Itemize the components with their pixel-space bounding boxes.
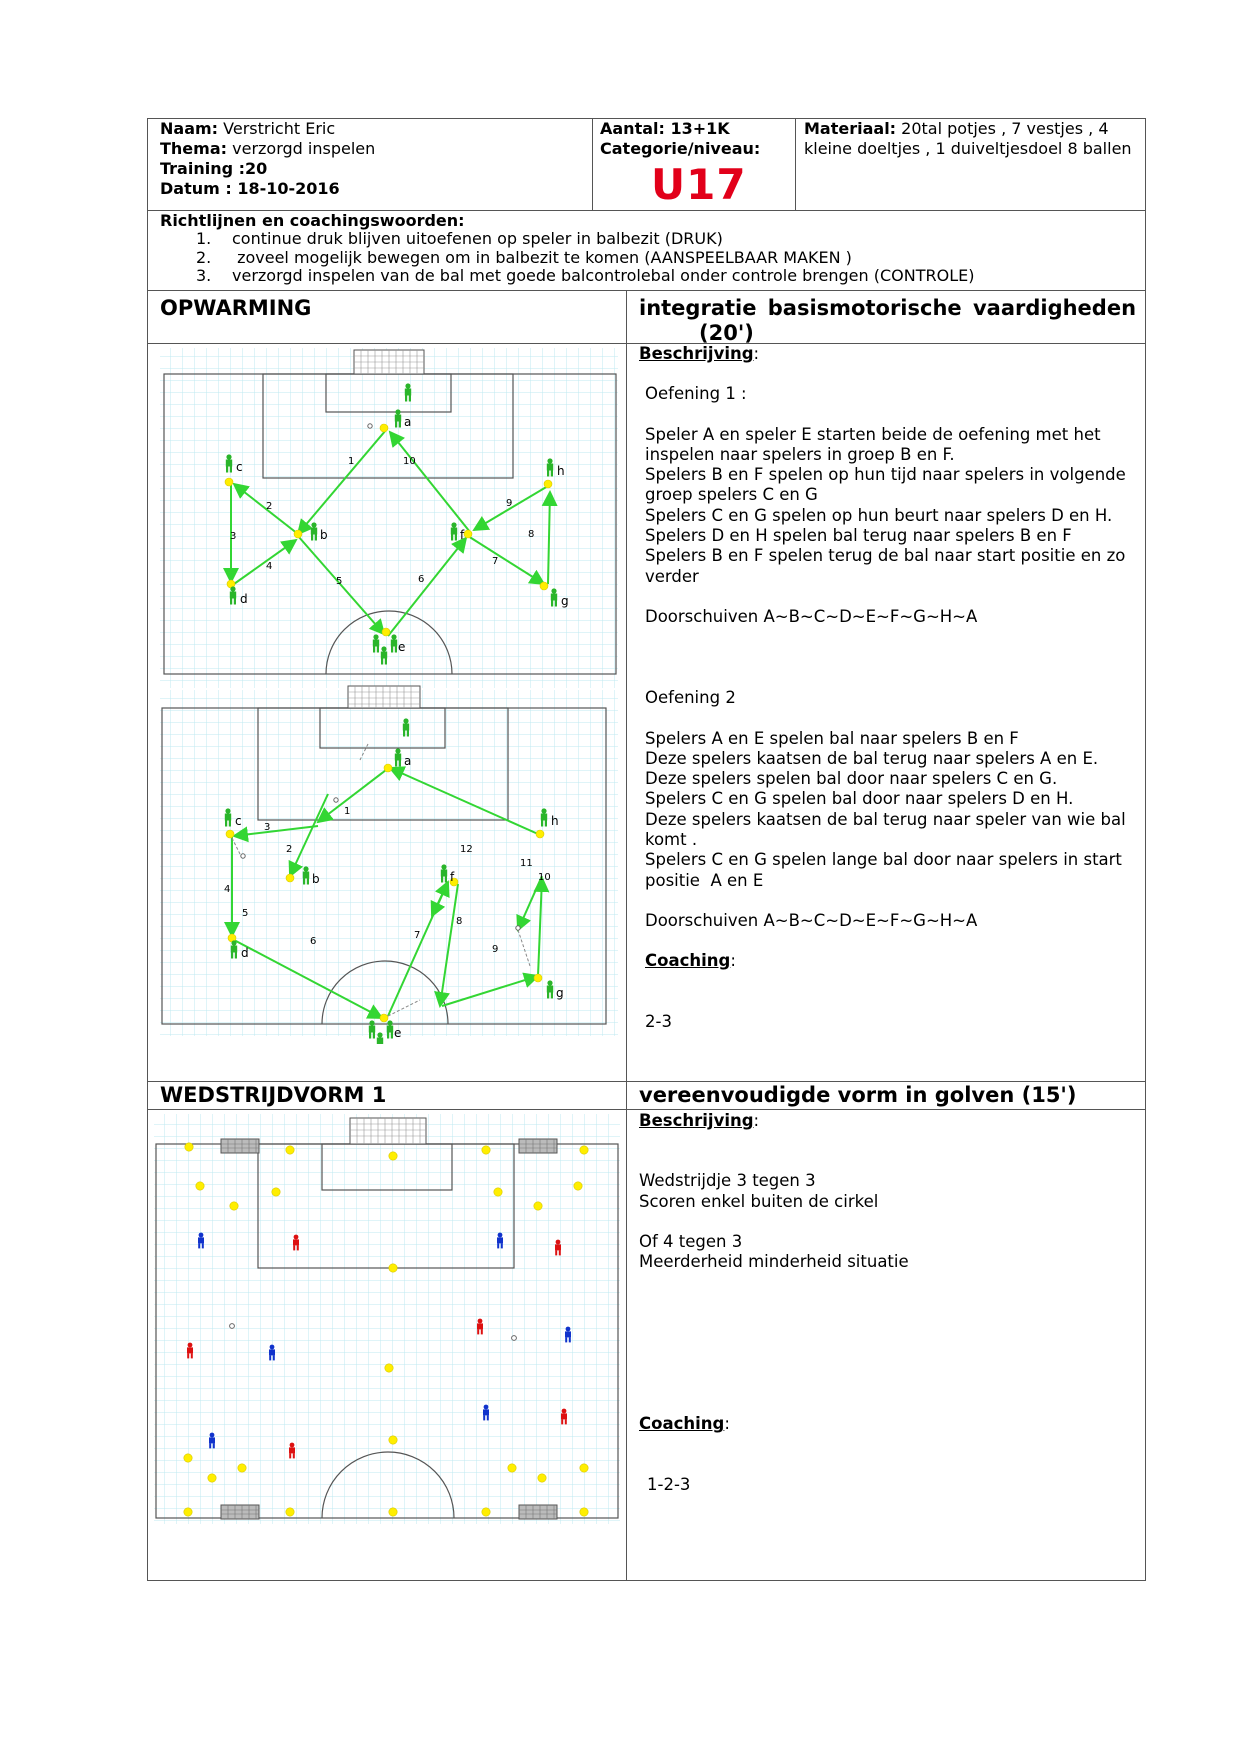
- guideline-item: [160, 249, 1140, 268]
- guidelines-bottom-rule: [147, 290, 1146, 291]
- header-divider-1: [592, 118, 593, 210]
- match-column-divider: [626, 1081, 627, 1581]
- svg-text:7: 7: [492, 556, 499, 567]
- svg-text:a: a: [404, 754, 412, 768]
- match-coaching-label: Coaching: [639, 1414, 725, 1434]
- exercise-2-line: Spelers A en E spelen bal naar spelers B en F: [645, 728, 1019, 748]
- svg-text:6: 6: [310, 936, 317, 947]
- warmup-column-divider: [626, 290, 627, 1081]
- svg-text:h: h: [551, 814, 559, 828]
- match-diagram: [152, 1112, 622, 1530]
- guideline-item: [160, 267, 1140, 286]
- guideline-item: [160, 230, 1140, 249]
- svg-text:2: 2: [266, 501, 273, 512]
- guideline-text: zoveel mogelijk bewegen om in balbezit te komen (AANSPEELBAAR MAKEN ): [232, 247, 852, 267]
- header-middle: [600, 119, 790, 159]
- warmup-subtitle-line1: integratie basismotorische vaardigheden: [639, 296, 1137, 320]
- svg-text:1: 1: [348, 456, 355, 467]
- exercise-1-line: groep spelers C en G: [645, 485, 818, 505]
- match-line: Of 4 tegen 3: [639, 1231, 743, 1251]
- match-subtitle: vereenvoudigde vorm in golven (15'): [639, 1083, 1077, 1107]
- training-number: Training :20: [160, 159, 268, 178]
- header-left: [160, 119, 585, 199]
- svg-text:e: e: [398, 640, 406, 654]
- svg-text:5: 5: [242, 908, 249, 919]
- svg-text:a: a: [404, 415, 412, 429]
- match-title: WEDSTRIJDVORM 1: [160, 1083, 387, 1107]
- svg-text:b: b: [320, 528, 328, 542]
- svg-text:2: 2: [286, 844, 293, 855]
- svg-text:c: c: [235, 814, 242, 828]
- guideline-text: continue druk blijven uitoefenen op speler in balbezit (DRUK): [232, 229, 723, 248]
- svg-text:4: 4: [224, 884, 231, 895]
- warmup-diagrams: [158, 344, 622, 1044]
- exercise-1-diagram: [160, 348, 618, 688]
- svg-text:d: d: [240, 592, 248, 606]
- match-line: Meerderheid minderheid situatie: [639, 1252, 909, 1272]
- exercise-2-line: Deze spelers kaatsen de bal terug naar speler van wie bal: [645, 809, 1126, 829]
- guidelines-list: [160, 230, 1140, 286]
- exercise-2-rotation: Doorschuiven A~B~C~D~E~F~G~H~A: [645, 910, 978, 930]
- svg-text:5: 5: [336, 576, 343, 587]
- svg-text:f: f: [460, 528, 465, 542]
- exercise-2-line: Spelers C en G spelen bal door naar spelers D en H.: [645, 789, 1074, 809]
- header-divider-2: [795, 118, 796, 210]
- svg-text:7: 7: [414, 930, 421, 941]
- exercise-2-title: Oefening 2: [645, 688, 736, 708]
- exercise-1-line: Spelers C en G spelen op hun beurt naar spelers D en H.: [645, 505, 1113, 525]
- svg-text:8: 8: [456, 916, 463, 927]
- exercise-1-line: Spelers B en F spelen terug de bal naar start positie en zo: [645, 546, 1126, 566]
- material-label: Materiaal:: [804, 119, 897, 138]
- warmup-description: Beschrijving: Oefening 1 : Speler A en speler E starten beide de oefening met het inspelen naar spelers in groep B en F. Spelers B en F spelen op hun tijd naar spelers in volgende groep spelers C en G Spelers C en G spelen op hun beurt naar spelers D en H. Spelers D en H spelen bal terug naar spelers B en F Spelers B en F spelen terug de bal naar start positie en zo verder Doorschuiven A~B~C~D~E~F~G~H~A Oefening 2 Spelers A en E spelen bal naar spelers B en F Deze spelers kaatsen de bal terug naar spelers A en E. Deze spelers spelen bal door naar spelers C en G. Spelers C en G spelen bal door naar spelers D en H. Deze spelers kaatsen de bal terug naar speler van wie bal komt . Spelers C en G spelen lange bal door naar spelers in start positie A en E Doorschuiven A~B~C~D~E~F~G~H~A Coaching: 2-3: [639, 344, 1139, 1032]
- svg-text:3: 3: [264, 822, 271, 833]
- guideline-text: verzorgd inspelen van de bal met goede balcontrolebal onder controle brengen (CONTROLE): [232, 266, 975, 285]
- svg-text:11: 11: [520, 858, 533, 869]
- guideline-number: 3.: [196, 266, 212, 285]
- exercise-1-line: Speler A en speler E starten beide de oefening met het: [645, 424, 1101, 444]
- svg-text:h: h: [557, 464, 565, 478]
- warmup-subtitle: [639, 296, 1139, 346]
- match-top-rule: [147, 1081, 1146, 1082]
- svg-text:12: 12: [460, 844, 473, 855]
- warmup-subtitle-line2: (20'): [699, 321, 754, 345]
- warmup-title: OPWARMING: [160, 296, 312, 320]
- player-count: Aantal: 13+1K: [600, 119, 730, 138]
- svg-text:1: 1: [344, 806, 351, 817]
- svg-text:10: 10: [538, 872, 551, 883]
- svg-text:f: f: [450, 870, 455, 884]
- exercise-2-diagram: [160, 686, 618, 1044]
- name-row: [160, 119, 585, 139]
- exercise-1-line: Spelers D en H spelen bal terug naar spelers B en F: [645, 526, 1072, 546]
- match-line: Wedstrijdje 3 tegen 3: [639, 1171, 816, 1191]
- exercise-2-line: komt .: [645, 830, 698, 850]
- exercise-1-line: verder: [645, 566, 699, 586]
- coaching-value: 2-3: [645, 1011, 672, 1031]
- material-value: 20tal potjes , 7 vestjes , 4 kleine doeltjes , 1 duiveltjesdoel 8 ballen: [804, 119, 1132, 158]
- match-coaching-value: 1-2-3: [647, 1474, 691, 1494]
- svg-text:g: g: [561, 594, 569, 608]
- exercise-1-rotation: Doorschuiven A~B~C~D~E~F~G~H~A: [645, 606, 978, 626]
- svg-text:9: 9: [492, 944, 499, 955]
- exercise-2-line: positie A en E: [645, 870, 764, 890]
- guideline-number: 2.: [196, 247, 212, 267]
- match-description: Beschrijving: Wedstrijdje 3 tegen 3 Scoren enkel buiten de cirkel Of 4 tegen 3 Meerderheid minderheid situatie Coaching: 1-2-3: [639, 1111, 1139, 1495]
- name-label: Naam:: [160, 119, 219, 138]
- name-value: Verstricht Eric: [223, 119, 336, 138]
- guidelines-title: Richtlijnen en coachingswoorden:: [160, 211, 465, 230]
- match-line: [639, 1212, 1139, 1232]
- svg-text:4: 4: [266, 561, 273, 572]
- guidelines-section: [160, 211, 1140, 286]
- description-label: Beschrijving: [639, 344, 754, 363]
- svg-text:8: 8: [528, 529, 535, 540]
- guideline-number: 1.: [196, 229, 212, 248]
- exercise-2-line: Spelers C en G spelen lange bal door naar spelers in start: [645, 850, 1122, 870]
- exercise-1-line: Spelers B en F spelen op hun tijd naar spelers in volgende: [645, 465, 1126, 485]
- svg-text:d: d: [241, 946, 249, 960]
- svg-text:c: c: [236, 460, 243, 474]
- coaching-label: Coaching: [645, 951, 731, 971]
- exercise-2-line: Deze spelers spelen bal door naar spelers C en G.: [645, 769, 1058, 789]
- svg-text:3: 3: [230, 531, 237, 542]
- training-date: Datum : 18-10-2016: [160, 179, 340, 198]
- svg-text:g: g: [556, 986, 564, 1000]
- theme-label: Thema:: [160, 139, 228, 158]
- material-block: [804, 119, 1139, 159]
- theme-row: [160, 139, 585, 159]
- match-description-label: Beschrijving: [639, 1111, 754, 1130]
- exercise-2-line: Deze spelers kaatsen de bal terug naar spelers A en E.: [645, 748, 1099, 768]
- match-line: Scoren enkel buiten de cirkel: [639, 1191, 879, 1211]
- exercise-1-line: inspelen naar spelers in groep B en F.: [645, 444, 955, 464]
- svg-text:b: b: [312, 872, 320, 886]
- match-title-rule: [147, 1109, 1146, 1110]
- svg-text:9: 9: [506, 498, 513, 509]
- category-label: Categorie/niveau:: [600, 139, 761, 158]
- svg-text:10: 10: [403, 456, 416, 467]
- svg-text:6: 6: [418, 574, 425, 585]
- exercise-1-title: Oefening 1 :: [645, 384, 747, 404]
- svg-text:e: e: [394, 1026, 402, 1040]
- category-value: U17: [651, 160, 747, 209]
- theme-value: verzorgd inspelen: [232, 139, 376, 158]
